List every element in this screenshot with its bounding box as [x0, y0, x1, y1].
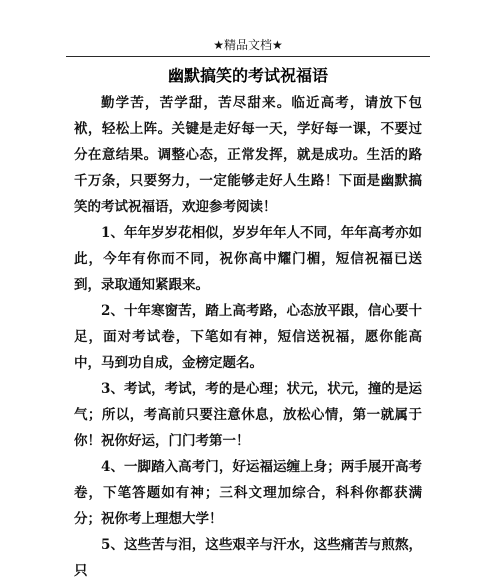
wish-paragraph-4: 4、一脚踏入高考门，好运福运缠上身；两手展开高考卷，下笔答题如有神；三科文理加综合，科科你都获满分；祝你考上理想大学！ [74, 459, 422, 527]
document-title: 幽默搞笑的考试祝福语 [167, 66, 328, 85]
header-divider [66, 56, 430, 57]
intro-paragraph: 勤学苦，苦学甜，苦尽甜来。临近高考，请放下包袱，轻松上阵。关键是走好每一天，学好每一课，不要过分在意结果。调整心态，正常发挥，就是成功。生活的路千万条，只要努力，一定能够走好人生路！下面是幽默搞笑的考试祝福语，欢迎参考阅读！ [74, 95, 422, 215]
document-header: ★精品文档★ [213, 38, 283, 52]
wish-paragraph-3: 3、考试，考试，考的是心理；状元，状元，撞的是运气；所以，考高前只要注意休息，放松心情，第一就属于你！祝你好运，门门考第一！ [74, 381, 422, 449]
wish-paragraph-1: 1、年年岁岁花相似，岁岁年年人不同，年年高考亦如此，今年有你而不同，祝你高中耀门楣，短信祝福已送到，录取通知紧跟来。 [74, 225, 422, 293]
document-body [74, 90, 422, 584]
wish-paragraph-2: 2、十年寒窗苦，踏上高考路，心态放平跟，信心要十足，面对考试卷，下笔如有神，短信送祝福，愿你能高中，马到功自成，金榜定题名。 [74, 303, 422, 371]
wish-paragraph-5: 5、这些苦与泪，这些艰辛与汗水，这些痛苦与煎熬，只 [74, 537, 422, 579]
